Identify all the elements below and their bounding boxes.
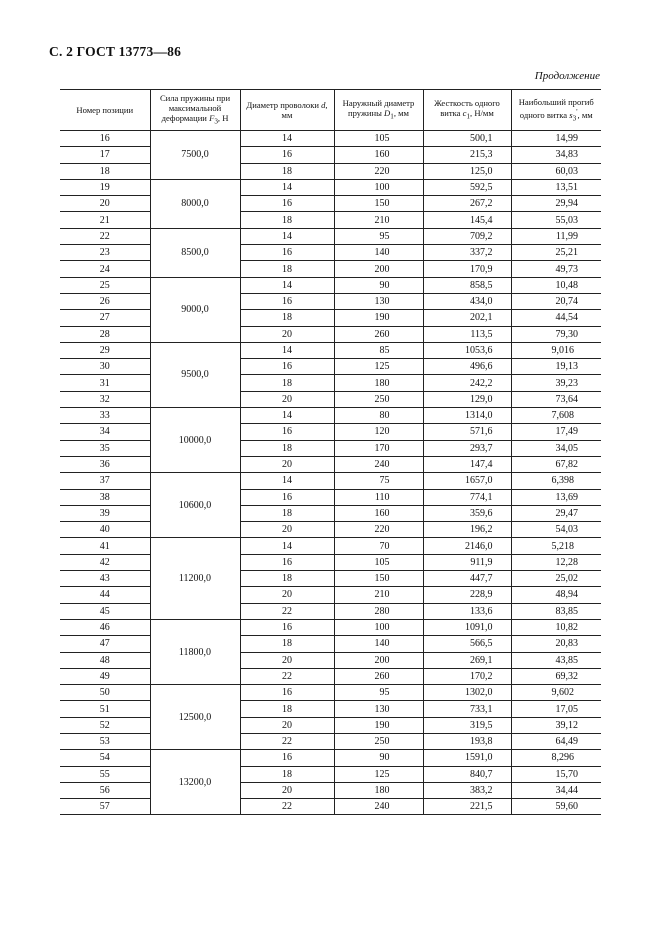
table-row	[60, 603, 601, 619]
cell-wire-diameter: 14	[240, 408, 334, 424]
table-row	[60, 424, 601, 440]
cell-wire-diameter: 16	[240, 245, 334, 261]
cell-outer-diameter: 190	[334, 310, 423, 326]
cell-position: 35	[60, 440, 150, 456]
cell-wire-diameter: 20	[240, 587, 334, 603]
cell-max-deflection: 6,398	[511, 473, 601, 489]
cell-stiffness: 133,6	[423, 603, 511, 619]
cell-wire-diameter: 16	[240, 619, 334, 635]
cell-stiffness: 733,1	[423, 701, 511, 717]
cell-position: 31	[60, 375, 150, 391]
cell-stiffness: 196,2	[423, 522, 511, 538]
cell-stiffness: 202,1	[423, 310, 511, 326]
cell-outer-diameter: 220	[334, 522, 423, 538]
table-row	[60, 652, 601, 668]
cell-wire-diameter: 16	[240, 359, 334, 375]
table-row	[60, 293, 601, 309]
cell-position: 21	[60, 212, 150, 228]
cell-max-deflection: 14,99	[511, 131, 601, 147]
table-row	[60, 489, 601, 505]
cell-stiffness: 293,7	[423, 440, 511, 456]
table-row	[60, 505, 601, 521]
cell-max-deflection: 29,47	[511, 505, 601, 521]
cell-stiffness: 147,4	[423, 456, 511, 472]
cell-position: 43	[60, 571, 150, 587]
cell-stiffness: 193,8	[423, 733, 511, 749]
cell-max-deflection: 34,44	[511, 782, 601, 798]
cell-wire-diameter: 20	[240, 652, 334, 668]
cell-stiffness: 359,6	[423, 505, 511, 521]
cell-position: 52	[60, 717, 150, 733]
cell-position: 24	[60, 261, 150, 277]
cell-outer-diameter: 140	[334, 245, 423, 261]
header-stiffness: Жесткость одного витка $c_1$, Н/мм	[423, 90, 511, 131]
cell-stiffness: 125,0	[423, 163, 511, 179]
cell-position: 27	[60, 310, 150, 326]
cell-position: 23	[60, 245, 150, 261]
cell-stiffness: 170,2	[423, 668, 511, 684]
cell-outer-diameter: 125	[334, 766, 423, 782]
cell-stiffness: 1302,0	[423, 685, 511, 701]
table-row	[60, 571, 601, 587]
table-row	[60, 391, 601, 407]
cell-outer-diameter: 150	[334, 571, 423, 587]
cell-outer-diameter: 75	[334, 473, 423, 489]
table-row	[60, 750, 601, 766]
table-body	[60, 131, 601, 815]
cell-max-deflection: 7,608	[511, 408, 601, 424]
cell-wire-diameter: 20	[240, 522, 334, 538]
cell-position: 29	[60, 342, 150, 358]
cell-max-deflection: 10,82	[511, 619, 601, 635]
cell-wire-diameter: 20	[240, 391, 334, 407]
table-row	[60, 554, 601, 570]
cell-position: 32	[60, 391, 150, 407]
cell-outer-diameter: 125	[334, 359, 423, 375]
table-row	[60, 440, 601, 456]
cell-wire-diameter: 22	[240, 733, 334, 749]
table-row	[60, 717, 601, 733]
cell-outer-diameter: 80	[334, 408, 423, 424]
cell-position: 48	[60, 652, 150, 668]
cell-position: 53	[60, 733, 150, 749]
cell-position: 55	[60, 766, 150, 782]
cell-wire-diameter: 18	[240, 375, 334, 391]
cell-stiffness: 1314,0	[423, 408, 511, 424]
cell-outer-diameter: 95	[334, 228, 423, 244]
table-header-row	[60, 90, 601, 131]
cell-position: 54	[60, 750, 150, 766]
cell-max-deflection: 83,85	[511, 603, 601, 619]
cell-max-deflection: 9,016	[511, 342, 601, 358]
table-row	[60, 131, 601, 147]
cell-wire-diameter: 16	[240, 293, 334, 309]
cell-max-deflection: 43,85	[511, 652, 601, 668]
table-row	[60, 408, 601, 424]
table-row	[60, 587, 601, 603]
cell-wire-diameter: 16	[240, 196, 334, 212]
cell-max-deflection: 55,03	[511, 212, 601, 228]
cell-max-deflection: 79,30	[511, 326, 601, 342]
table-row	[60, 212, 601, 228]
cell-stiffness: 267,2	[423, 196, 511, 212]
table-row	[60, 310, 601, 326]
cell-outer-diameter: 120	[334, 424, 423, 440]
cell-max-deflection: 15,70	[511, 766, 601, 782]
cell-max-deflection: 39,12	[511, 717, 601, 733]
cell-stiffness: 434,0	[423, 293, 511, 309]
cell-max-deflection: 34,05	[511, 440, 601, 456]
cell-wire-diameter: 16	[240, 489, 334, 505]
cell-position: 51	[60, 701, 150, 717]
cell-wire-diameter: 20	[240, 717, 334, 733]
cell-position: 47	[60, 636, 150, 652]
cell-outer-diameter: 100	[334, 619, 423, 635]
cell-position: 40	[60, 522, 150, 538]
cell-max-deflection: 60,03	[511, 163, 601, 179]
table-row	[60, 196, 601, 212]
cell-force: 9000,0	[150, 277, 240, 342]
cell-max-deflection: 54,03	[511, 522, 601, 538]
cell-stiffness: 383,2	[423, 782, 511, 798]
cell-wire-diameter: 20	[240, 456, 334, 472]
table-row	[60, 179, 601, 195]
cell-max-deflection: 59,60	[511, 799, 601, 815]
cell-force: 10000,0	[150, 408, 240, 473]
table-row	[60, 277, 601, 293]
cell-position: 16	[60, 131, 150, 147]
cell-max-deflection: 13,69	[511, 489, 601, 505]
cell-stiffness: 2146,0	[423, 538, 511, 554]
table-row	[60, 245, 601, 261]
cell-wire-diameter: 18	[240, 766, 334, 782]
cell-max-deflection: 69,32	[511, 668, 601, 684]
cell-position: 49	[60, 668, 150, 684]
cell-wire-diameter: 18	[240, 701, 334, 717]
cell-wire-diameter: 18	[240, 571, 334, 587]
table-row	[60, 766, 601, 782]
table-row	[60, 359, 601, 375]
cell-wire-diameter: 16	[240, 750, 334, 766]
cell-force: 12500,0	[150, 685, 240, 750]
cell-position: 20	[60, 196, 150, 212]
cell-position: 25	[60, 277, 150, 293]
table-row	[60, 261, 601, 277]
cell-position: 38	[60, 489, 150, 505]
cell-stiffness: 129,0	[423, 391, 511, 407]
header-force: Сила пружины при максимальной деформации $F_3$, Н	[150, 90, 240, 131]
cell-position: 33	[60, 408, 150, 424]
cell-outer-diameter: 210	[334, 587, 423, 603]
cell-max-deflection: 9,602	[511, 685, 601, 701]
cell-wire-diameter: 16	[240, 424, 334, 440]
cell-outer-diameter: 90	[334, 750, 423, 766]
cell-stiffness: 1053,6	[423, 342, 511, 358]
cell-max-deflection: 34,83	[511, 147, 601, 163]
cell-outer-diameter: 110	[334, 489, 423, 505]
cell-max-deflection: 20,83	[511, 636, 601, 652]
cell-stiffness: 592,5	[423, 179, 511, 195]
table-row	[60, 473, 601, 489]
cell-stiffness: 566,5	[423, 636, 511, 652]
cell-outer-diameter: 105	[334, 554, 423, 570]
table-row	[60, 538, 601, 554]
cell-outer-diameter: 95	[334, 685, 423, 701]
cell-max-deflection: 39,23	[511, 375, 601, 391]
cell-outer-diameter: 170	[334, 440, 423, 456]
cell-outer-diameter: 190	[334, 717, 423, 733]
cell-stiffness: 337,2	[423, 245, 511, 261]
cell-position: 56	[60, 782, 150, 798]
cell-stiffness: 571,6	[423, 424, 511, 440]
cell-wire-diameter: 14	[240, 131, 334, 147]
cell-outer-diameter: 160	[334, 147, 423, 163]
cell-wire-diameter: 14	[240, 179, 334, 195]
cell-max-deflection: 17,05	[511, 701, 601, 717]
cell-wire-diameter: 22	[240, 799, 334, 815]
cell-max-deflection: 64,49	[511, 733, 601, 749]
cell-stiffness: 840,7	[423, 766, 511, 782]
cell-outer-diameter: 200	[334, 261, 423, 277]
cell-outer-diameter: 130	[334, 701, 423, 717]
cell-wire-diameter: 20	[240, 326, 334, 342]
cell-outer-diameter: 280	[334, 603, 423, 619]
cell-outer-diameter: 105	[334, 131, 423, 147]
cell-position: 45	[60, 603, 150, 619]
cell-position: 17	[60, 147, 150, 163]
cell-force: 10600,0	[150, 473, 240, 538]
cell-position: 42	[60, 554, 150, 570]
cell-outer-diameter: 200	[334, 652, 423, 668]
cell-stiffness: 145,4	[423, 212, 511, 228]
cell-position: 28	[60, 326, 150, 342]
cell-force: 11800,0	[150, 619, 240, 684]
table-row	[60, 799, 601, 815]
cell-stiffness: 911,9	[423, 554, 511, 570]
cell-outer-diameter: 210	[334, 212, 423, 228]
header-outer-diameter: Наружный диаметр пружины $D_1$, мм	[334, 90, 423, 131]
cell-force: 9500,0	[150, 342, 240, 407]
cell-wire-diameter: 14	[240, 342, 334, 358]
cell-wire-diameter: 22	[240, 668, 334, 684]
cell-wire-diameter: 14	[240, 538, 334, 554]
cell-outer-diameter: 130	[334, 293, 423, 309]
cell-max-deflection: 25,21	[511, 245, 601, 261]
cell-wire-diameter: 18	[240, 163, 334, 179]
cell-wire-diameter: 18	[240, 310, 334, 326]
cell-stiffness: 858,5	[423, 277, 511, 293]
cell-stiffness: 221,5	[423, 799, 511, 815]
cell-position: 36	[60, 456, 150, 472]
cell-max-deflection: 29,94	[511, 196, 601, 212]
cell-wire-diameter: 14	[240, 277, 334, 293]
cell-wire-diameter: 16	[240, 685, 334, 701]
cell-max-deflection: 49,73	[511, 261, 601, 277]
cell-stiffness: 500,1	[423, 131, 511, 147]
cell-stiffness: 242,2	[423, 375, 511, 391]
cell-wire-diameter: 20	[240, 782, 334, 798]
cell-wire-diameter: 16	[240, 554, 334, 570]
table-row	[60, 619, 601, 635]
cell-max-deflection: 48,94	[511, 587, 601, 603]
cell-force: 13200,0	[150, 750, 240, 815]
cell-max-deflection: 10,48	[511, 277, 601, 293]
cell-position: 37	[60, 473, 150, 489]
cell-stiffness: 1591,0	[423, 750, 511, 766]
table-row	[60, 326, 601, 342]
table-row	[60, 668, 601, 684]
cell-outer-diameter: 100	[334, 179, 423, 195]
cell-position: 50	[60, 685, 150, 701]
header-position: Номер позиции	[60, 90, 150, 131]
cell-outer-diameter: 140	[334, 636, 423, 652]
cell-max-deflection: 8,296	[511, 750, 601, 766]
table-row	[60, 522, 601, 538]
table-row	[60, 701, 601, 717]
cell-stiffness: 1091,0	[423, 619, 511, 635]
cell-max-deflection: 19,13	[511, 359, 601, 375]
cell-max-deflection: 25,02	[511, 571, 601, 587]
cell-outer-diameter: 240	[334, 799, 423, 815]
cell-stiffness: 1657,0	[423, 473, 511, 489]
spring-table	[60, 89, 601, 815]
cell-outer-diameter: 250	[334, 733, 423, 749]
cell-outer-diameter: 160	[334, 505, 423, 521]
cell-outer-diameter: 90	[334, 277, 423, 293]
cell-max-deflection: 5,218	[511, 538, 601, 554]
table-row	[60, 163, 601, 179]
cell-position: 18	[60, 163, 150, 179]
cell-stiffness: 319,5	[423, 717, 511, 733]
cell-stiffness: 709,2	[423, 228, 511, 244]
cell-wire-diameter: 18	[240, 636, 334, 652]
cell-position: 41	[60, 538, 150, 554]
cell-outer-diameter: 240	[334, 456, 423, 472]
cell-wire-diameter: 18	[240, 261, 334, 277]
cell-stiffness: 228,9	[423, 587, 511, 603]
cell-force: 8500,0	[150, 228, 240, 277]
table-row	[60, 375, 601, 391]
table-row	[60, 147, 601, 163]
cell-position: 19	[60, 179, 150, 195]
cell-position: 26	[60, 293, 150, 309]
cell-stiffness: 113,5	[423, 326, 511, 342]
cell-wire-diameter: 18	[240, 440, 334, 456]
continuation-label: Продолжение	[534, 70, 600, 82]
table-row	[60, 636, 601, 652]
cell-max-deflection: 20,74	[511, 293, 601, 309]
page-header: С. 2 ГОСТ 13773—86	[49, 44, 182, 59]
cell-stiffness: 170,9	[423, 261, 511, 277]
cell-position: 57	[60, 799, 150, 815]
cell-wire-diameter: 14	[240, 473, 334, 489]
table-row	[60, 782, 601, 798]
cell-position: 44	[60, 587, 150, 603]
cell-max-deflection: 17,49	[511, 424, 601, 440]
header-wire-diameter: Диаметр проволоки d, мм	[240, 90, 334, 131]
table-row	[60, 456, 601, 472]
cell-wire-diameter: 18	[240, 212, 334, 228]
cell-outer-diameter: 260	[334, 668, 423, 684]
cell-outer-diameter: 250	[334, 391, 423, 407]
cell-outer-diameter: 85	[334, 342, 423, 358]
cell-max-deflection: 73,64	[511, 391, 601, 407]
cell-position: 46	[60, 619, 150, 635]
cell-stiffness: 269,1	[423, 652, 511, 668]
table-row	[60, 685, 601, 701]
cell-position: 30	[60, 359, 150, 375]
cell-stiffness: 774,1	[423, 489, 511, 505]
cell-outer-diameter: 260	[334, 326, 423, 342]
cell-stiffness: 447,7	[423, 571, 511, 587]
cell-stiffness: 215,3	[423, 147, 511, 163]
header-max-deflection: Наибольший прогиб одного витка $s_3'$, мм	[511, 90, 601, 131]
cell-outer-diameter: 150	[334, 196, 423, 212]
cell-wire-diameter: 14	[240, 228, 334, 244]
cell-max-deflection: 13,51	[511, 179, 601, 195]
cell-max-deflection: 44,54	[511, 310, 601, 326]
cell-position: 34	[60, 424, 150, 440]
cell-position: 22	[60, 228, 150, 244]
table-row	[60, 342, 601, 358]
cell-wire-diameter: 16	[240, 147, 334, 163]
cell-wire-diameter: 18	[240, 505, 334, 521]
cell-wire-diameter: 22	[240, 603, 334, 619]
cell-outer-diameter: 180	[334, 375, 423, 391]
cell-position: 39	[60, 505, 150, 521]
cell-max-deflection: 67,82	[511, 456, 601, 472]
cell-outer-diameter: 180	[334, 782, 423, 798]
cell-force: 8000,0	[150, 179, 240, 228]
cell-outer-diameter: 70	[334, 538, 423, 554]
cell-outer-diameter: 220	[334, 163, 423, 179]
cell-force: 11200,0	[150, 538, 240, 619]
cell-force: 7500,0	[150, 131, 240, 180]
table-row	[60, 228, 601, 244]
cell-stiffness: 496,6	[423, 359, 511, 375]
table-row	[60, 733, 601, 749]
cell-max-deflection: 11,99	[511, 228, 601, 244]
cell-max-deflection: 12,28	[511, 554, 601, 570]
